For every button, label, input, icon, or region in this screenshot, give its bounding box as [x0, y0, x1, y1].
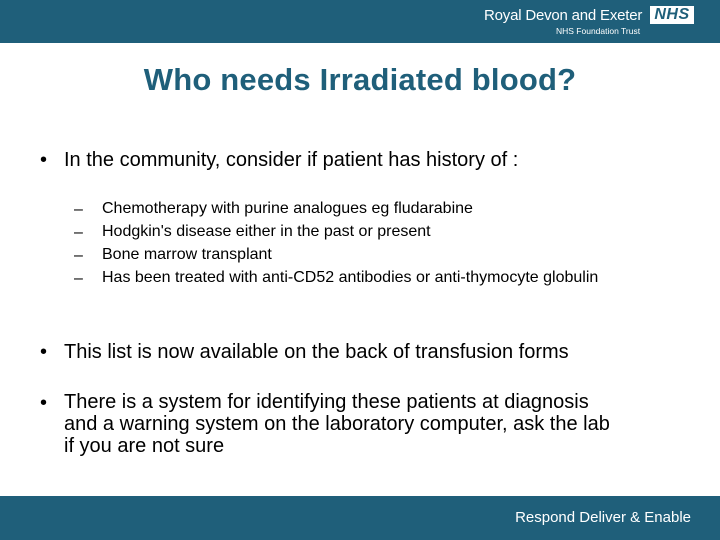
slide-title: Who needs Irradiated blood?: [143, 62, 577, 97]
bullet-symbol: •: [40, 392, 48, 414]
header-bar: [0, 0, 720, 43]
footer-bar: [0, 496, 720, 540]
dash-symbol: –: [74, 247, 83, 264]
bullet-symbol: •: [40, 149, 48, 171]
footer-tagline: Respond Deliver & Enable: [515, 509, 691, 526]
list-item-text: Bone marrow transplant: [102, 246, 272, 263]
bullet-symbol: •: [40, 341, 48, 363]
organisation-logo: [484, 6, 716, 38]
list-item: [74, 198, 674, 221]
bullet-text: There is a system for identifying these patients at diagnosis and a warning system on the laboratory computer, ask the lab if you are not sure: [64, 391, 610, 457]
bullet-text: This list is now available on the back of transfusion forms: [64, 341, 569, 363]
list-item: [74, 221, 674, 244]
list-item: [74, 244, 674, 267]
nhs-logo-icon: NHS: [650, 6, 694, 24]
history-list: [74, 198, 674, 290]
list-item: [74, 267, 674, 290]
bullet-text: In the community, consider if patient has history of :: [64, 149, 519, 171]
organisation-subtitle: NHS Foundation Trust: [556, 26, 641, 36]
dash-symbol: –: [74, 201, 83, 218]
dash-symbol: –: [74, 224, 83, 241]
list-item-text: Hodgkin's disease either in the past or present: [102, 223, 431, 240]
list-item-text: Has been treated with anti-CD52 antibodies or anti-thymocyte globulin: [102, 269, 599, 286]
list-item-text: Chemotherapy with purine analogues eg fludarabine: [102, 200, 473, 217]
organisation-name: Royal Devon and Exeter: [484, 7, 643, 24]
dash-symbol: –: [74, 270, 83, 287]
